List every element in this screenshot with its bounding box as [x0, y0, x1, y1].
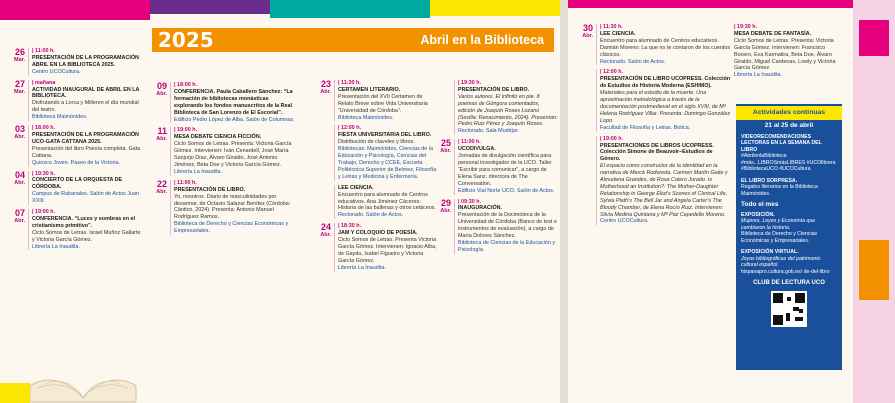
- event-time: | 11:30 h.: [338, 80, 361, 86]
- event-desc: Jornadas de divulgación científica para personal investigador de la UCO. Taller “Escribir para comunicar”, a cargo de Elena Sanz, directora de The Conversation.: [458, 153, 552, 187]
- event-place: Librería La Inaudita.: [32, 243, 80, 250]
- event-title: CONCIERTO DE LA ORQUESTA DE CÓRDOBA.: [32, 177, 123, 191]
- event-time: | 19:30 h.: [32, 170, 56, 177]
- event-place: Quioxco Joven. Paseo de la Victoria.: [32, 159, 120, 166]
- exhibition2-place[interactable]: hispanapro.cultura.gob.es/ de-del-libro: [741, 268, 830, 275]
- event-title: UCODIVULGA.: [458, 146, 496, 153]
- column-5: [572, 24, 732, 229]
- event-desc: El espacio como constructor de la identidad en la narrativa de Mercè Rodoreda, Carmen Martín Gaite y Almudena Grandes, de Rosa Calero Jurado. Is Motherhood an Institution?: The Mother-Daughter Relationship in George Eliot's Scenes of Clerical Life, Sylvia Plath's The Bell Jar and Angela Carter's The Bloody Chamber, de Elena Rocío Ruiz. Intervienen: Silvia Medina Quintana y Mª Paz Cepedello Moreno.: [600, 163, 728, 218]
- column-6: [734, 24, 844, 83]
- event-desc: Ciclo Somos de Letras. Presenta: Victoria García Gómez. Intervienen: Iván Cenardell, José María Sanjurjo Díaz, Álvaro Giraldo, José Antonio Jiménez, Beta Doe y Victoria García Gómez.: [174, 141, 292, 168]
- event-title: LEE CIENCIA.: [338, 184, 374, 191]
- banner-year: 2025: [158, 28, 214, 52]
- event-time: | 19:30 h.: [734, 24, 758, 30]
- event-time: | 11:00 h.: [174, 179, 197, 186]
- top-decoration: [0, 0, 560, 20]
- month-banner: [152, 28, 554, 52]
- event-place: Biblioteca Maimónides.: [32, 114, 88, 121]
- event-desc: Presentación del XVII Certamen de Relato Breve sobre Vida Universitaria “Universidad de Córdoba”.: [338, 93, 428, 114]
- event-title: PRESENTACIÓN DE LIBRO.: [174, 186, 246, 193]
- sidebar-block2-title: EL LIBRO SORPRESA.: [741, 177, 798, 184]
- sidebar-month: Todo el mes: [741, 201, 779, 208]
- event-title: CERTAMEN LITERARIO.: [338, 86, 401, 93]
- event-item: [4, 125, 144, 166]
- event-time: | 11:30 h.: [600, 24, 623, 30]
- event-title: FIESTA UNIVERSITARIA DEL LIBRO.: [338, 132, 432, 139]
- event-desc: Ciclo Somos de Letras. Presenta: Victoria García Gómez. Intervienen: Francisco Bocero, Eva Karmatira, Beta Doe, Álvaro Giraldo, Miguel Cardenas, Lowly y Victoria García Gómez.: [734, 37, 836, 72]
- event-title: MESA DEBATE DE FANTASÍA.: [734, 30, 812, 37]
- sidebar-block1-title: VIDEORECOMENDACIONES LECTORAS EN LA SEMANA DEL LIBRO: [741, 133, 822, 153]
- event-day: 29: [440, 197, 451, 208]
- event-month: Abr.: [440, 207, 451, 214]
- event-time: | 11:00 h.: [32, 48, 55, 54]
- event-item: [146, 82, 296, 123]
- event-month: Abr.: [320, 232, 331, 239]
- event-desc: Materiales para el estudio de la muerte. Una aproximación metodológica a través de la documentación postmedieval en el siglo XVIII, de Mª Helena Rodríguez Villar. Presenta: Domingo González Lopo.: [600, 90, 731, 124]
- event-day: 24: [320, 222, 331, 233]
- exhibition1-title: EXPOSICIÓN.: [741, 211, 775, 218]
- event-place: Librería La Inaudita.: [338, 264, 386, 271]
- event-desc: Ciclo Somos de Letras. Israel Muñoz Gallarte y Victoria García Gómez.: [32, 229, 141, 243]
- side-pattern: [859, 240, 889, 300]
- event-month: Abr.: [156, 136, 167, 143]
- event-day: 23: [320, 79, 331, 89]
- event-month: Abr.: [582, 33, 593, 39]
- event-place: Edificio Pedro López de Alba. Salón de Columnas.: [174, 116, 295, 123]
- event-title: MESA DEBATE CIENCIA FICCIÓN.: [174, 134, 262, 141]
- event-place: Librería La Inaudita.: [734, 72, 782, 79]
- event-place: Centro UCOCultura.: [32, 68, 81, 75]
- event-item: [430, 80, 558, 135]
- event-day: 09: [156, 81, 167, 91]
- event-place: Biblioteca de Derecho y Ciencias Económicas y Empresariales.: [174, 221, 289, 235]
- event-month: Abr.: [14, 218, 25, 225]
- page-gutter: [560, 0, 568, 403]
- event-item: [4, 209, 144, 250]
- event-item: [146, 127, 296, 175]
- event-time: | 19:00 h.: [174, 127, 198, 134]
- event-title: JAM Y COLOQUIO DE POESÍA.: [338, 230, 418, 237]
- sidebar-header: Actividades continuas: [736, 106, 842, 120]
- event-item: [4, 171, 144, 206]
- event-time: | 19:00 h.: [600, 135, 624, 142]
- event-time: | 18:00 h.: [32, 125, 56, 132]
- exhibition1-desc: Mujeres, Leyes y Economía que cambiaron la historia.: [741, 218, 816, 231]
- continuous-activities-panel: [736, 104, 842, 370]
- event-time: | 09:30 h.: [458, 198, 482, 205]
- event-desc: Distribución de claveles y libros.: [338, 139, 415, 146]
- event-desc: Encuentro para alumnado de Centros educativos. Ana Jiménez Cáceres: Historia de las ballenas y otros cetáceos.: [338, 191, 436, 212]
- reading-club-title: CLUB DE LECTURA UCO: [753, 280, 825, 286]
- event-title: ACTIVIDAD INAUGURAL DE ABRIL EN LA BIBLIOTECA.: [32, 86, 140, 100]
- column-4: [430, 80, 558, 258]
- event-item: [572, 136, 732, 226]
- event-item: [572, 24, 732, 65]
- corner-decoration: [0, 383, 30, 403]
- event-time: | mañana: [32, 79, 56, 86]
- event-item: [146, 180, 296, 235]
- event-day: 25: [440, 138, 451, 149]
- event-desc: Ciclo Somos de Letras. Presenta Victoria García Gómez. Intervienen: Ignacio Alba, de Gaydu, Isabel Figueiro y Victoria García Gómez.: [338, 237, 437, 264]
- event-title: PRESENTACIÓN DE LA PROGRAMACIÓN UCO-GATA CATTANA 2025.: [32, 131, 139, 145]
- event-place: Centro UCOCultura.: [600, 218, 649, 225]
- event-month: Abr.: [156, 188, 167, 195]
- column-3: [310, 80, 438, 276]
- event-item: [572, 69, 732, 131]
- event-item: [430, 199, 558, 254]
- exhibition1-place: Biblioteca de Derecho y Ciencias Económicas y Empresariales.: [741, 231, 818, 244]
- event-place: Facultad de Filosofía y Letras. Botica.: [600, 124, 691, 131]
- event-day: 03: [14, 124, 25, 135]
- right-page: [568, 0, 895, 403]
- event-title: PRESENTACIÓN DE LIBRO.: [458, 86, 530, 93]
- event-item: [430, 139, 558, 194]
- event-place: Librería La Inaudita.: [174, 168, 222, 175]
- event-item: [310, 80, 438, 121]
- event-item: [310, 125, 438, 180]
- sidebar-hashtags: #AbrilenlaBiblioteca #más...LIBROSmásLIBRES #UCOlibrera #BibliotecaUCO #UCOCultura: [741, 153, 836, 172]
- event-desc: Yo, nosotros. Diario de masculinidades por desarmar, de Octavio Salazar Benítez (Córdoba: Cántico, 2024). Presenta: Antonio Manuel Rodríguez Ramos.: [174, 193, 291, 221]
- side-decoration: [853, 0, 895, 403]
- top-decoration-right: [568, 0, 895, 14]
- event-title: LEE CIENCIA.: [600, 30, 636, 37]
- event-time: | 18:30 h.: [338, 223, 362, 230]
- event-day: 22: [156, 178, 167, 189]
- event-day: 11: [157, 126, 167, 137]
- event-desc: Varios autores. El infinito en pie. 8 poemas de Góngora comentados, edición de Joaquín Roses Lozano (Sevilla: Renacimiento, 2024). Presentan: Pedro Ruiz Pérez y Joaquín Roses.: [458, 93, 558, 128]
- event-month: Abr.: [156, 91, 167, 97]
- event-place: Rectorado. Salón de Actos.: [338, 212, 404, 219]
- event-day: 27: [14, 78, 25, 89]
- event-item: [310, 185, 438, 220]
- exhibition2-title: EXPOSICIÓN VIRTUAL.: [741, 249, 799, 255]
- column-2: [146, 82, 296, 239]
- event-month: Abr.: [320, 89, 331, 95]
- open-book-illustration: [28, 358, 138, 403]
- event-place: Campus de Rabanales. Salón de Actos Juan XXIII.: [32, 191, 139, 205]
- event-day: 04: [14, 169, 25, 180]
- event-month: Mar.: [13, 57, 25, 63]
- event-month: Abr.: [14, 179, 25, 186]
- event-month: Abr.: [440, 148, 451, 155]
- event-time: | 19:30 h.: [458, 80, 482, 86]
- event-month: Mar.: [13, 88, 25, 95]
- qr-code-icon[interactable]: [771, 291, 807, 327]
- event-title: CONFERENCIA. “Luces y sombras en el cristianismo primitivo”.: [32, 215, 136, 229]
- event-month: Abr.: [14, 134, 25, 141]
- event-desc: Disfrutando a Lorca y Milleren el día mundial del teatro.: [32, 100, 139, 114]
- event-title: CONFERENCIA. Paula Caballero Sánchez: “La formación de bibliotecas monásticas explorando los fondos manuscritos de la Real Biblioteca de San Lorenzo de El Escorial”.: [174, 88, 293, 116]
- event-place: Edificio Vial Norte UCO. Salón de Actos.: [458, 187, 555, 194]
- event-desc: Presentación de la Docimoteca de la Universidad de Córdoba (Banco de test e instrumentos de evaluación), a cargo de María Dolores Sánchez.: [458, 212, 557, 240]
- event-title: PRESENTACIONES DE LIBROS UCOPRESS. Colección Simone de Beauvoir–Estudios de Género.: [600, 142, 714, 163]
- event-place: Biblioteca de Ciencias de la Educación y Psicología.: [458, 239, 556, 253]
- event-item: [310, 223, 438, 271]
- event-place: Rectorado. Sala Mudéjar.: [458, 128, 519, 135]
- column-1: [4, 48, 144, 254]
- sidebar-block2-desc: Regalos literarios en la Biblioteca Maimónides.: [741, 184, 818, 197]
- event-time: | 19:00 h.: [32, 209, 56, 216]
- event-day: 07: [14, 208, 25, 219]
- event-day: 30: [582, 23, 593, 33]
- event-time: | 18:00 h.: [174, 82, 198, 88]
- event-place: Biblioteca Maimónides.: [338, 114, 394, 121]
- event-item: [4, 80, 144, 121]
- side-pattern: [859, 20, 889, 56]
- event-place: Rectorado. Salón de Actos.: [600, 58, 666, 65]
- event-title: PRESENTACIÓN DE LIBRO UCOPRESS. Colección de Estudios de Historia Moderna (ESHIMO).: [600, 76, 731, 90]
- event-time: | 12:00 h.: [338, 125, 362, 132]
- event-item: [4, 48, 144, 76]
- event-title: PRESENTACIÓN DE LA PROGRAMACIÓN ABRIL EN LA BIBLIOTECA 2025.: [32, 54, 139, 68]
- banner-title: Abril en la Biblioteca: [420, 33, 544, 47]
- event-desc: Encuentro para alumnado de Centros educativos. Damián Moreno: La que no te contaron de los cuentos clásicos.: [600, 37, 731, 58]
- event-item: [734, 24, 844, 79]
- event-title: INAUGURACIÓN.: [458, 205, 503, 212]
- event-place: Bibliotecas: Maimónides, Ciencias de la Educación y Psicología, Ciencias del Trabajo, Derecho y CCEE, Escuela Politécnica Superior de Belmez, Filosofía y Letras y Medicina y Enfermería.: [338, 146, 437, 180]
- event-day: 26: [14, 47, 25, 57]
- exhibition2-desc: Joyas bibliográficas del patrimonio cultural español.: [741, 255, 821, 268]
- sidebar-dates: 21 al 25 de abril: [764, 122, 814, 129]
- event-time: | 12:00 h.: [600, 69, 624, 76]
- event-desc: Presentación del libro Poesía completa. Gata Cattana.: [32, 145, 141, 159]
- event-time: | 11:00 h.: [458, 139, 481, 146]
